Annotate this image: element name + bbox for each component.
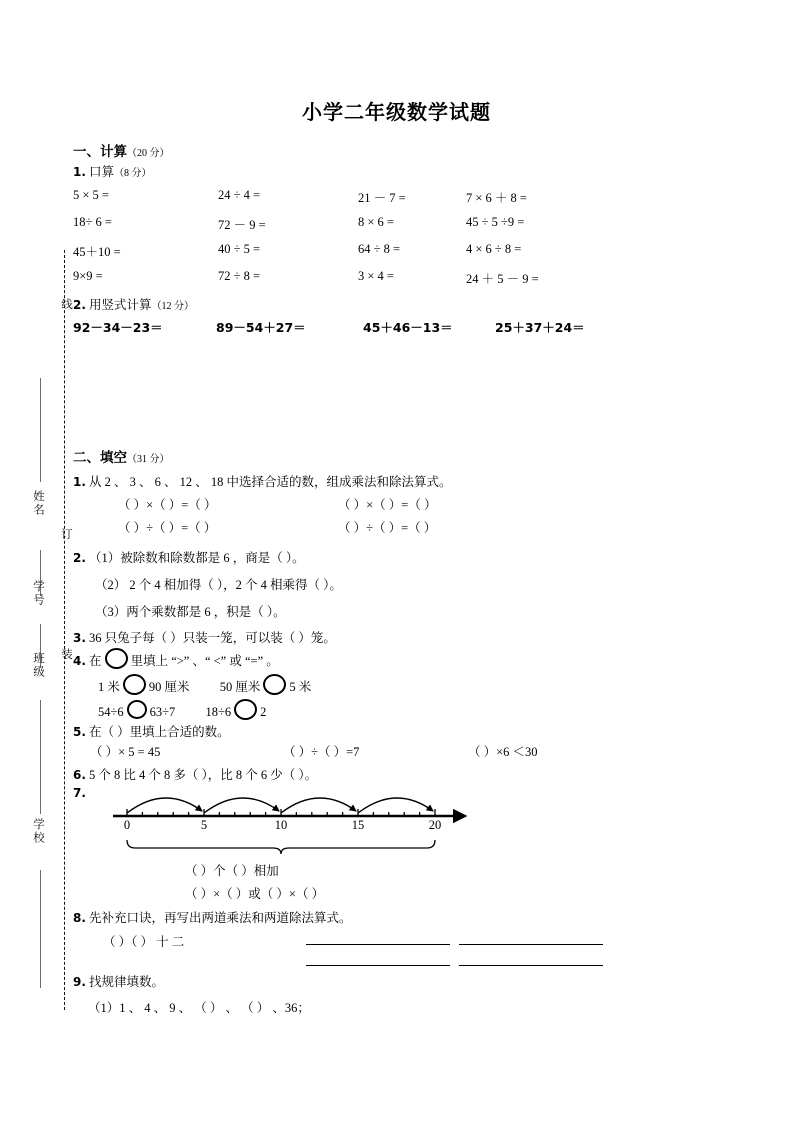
margin-rule-4 bbox=[40, 700, 41, 814]
answer-line[interactable] bbox=[306, 944, 450, 945]
fill-q5-item: （ ）× 5 = 45 bbox=[90, 745, 161, 759]
margin-rule-5 bbox=[40, 870, 41, 988]
oral-expr: 64 ÷ 8 = bbox=[358, 242, 401, 256]
fill-q1-number: 1. bbox=[73, 475, 86, 489]
oral-expr: 45＋10 = bbox=[73, 245, 121, 259]
fill-q9-number: 9. bbox=[73, 975, 86, 989]
oral-expr: 18÷ 6 = bbox=[73, 215, 112, 229]
section-one-points: （20 分） bbox=[127, 148, 170, 159]
oral-expr: 8 × 6 = bbox=[358, 215, 394, 229]
oral-expr: 7 × 6 ＋ 8 = bbox=[466, 191, 527, 205]
q2-heading bbox=[73, 295, 194, 313]
oral-expr: 9×9 = bbox=[73, 269, 103, 283]
oral-row-4 bbox=[73, 269, 713, 285]
fill-q2-sub3: （3）两个乘数都是 6 ，积是（ ）。 bbox=[95, 605, 286, 619]
binding-margin bbox=[18, 250, 78, 1010]
fill-q5-item: （ ）×6 ＜30 bbox=[468, 745, 538, 759]
compare-circle-icon[interactable] bbox=[105, 648, 128, 669]
oral-row-1 bbox=[73, 188, 713, 204]
margin-label-name: 姓名 bbox=[32, 490, 44, 517]
number-line-tick-labels bbox=[105, 818, 505, 836]
fill-q9-sub1: （1）1 、 4 、 9 、 （ ） 、 （ ） 、36； bbox=[88, 1001, 310, 1015]
compare-circle-icon[interactable] bbox=[263, 674, 286, 695]
margin-label-class: 班级 bbox=[32, 652, 44, 679]
tick-label: 0 bbox=[123, 818, 131, 832]
margin-label-line: 线 bbox=[60, 298, 72, 312]
fill-q7-caption1: （ ）个（ ）相加 bbox=[185, 864, 279, 878]
vertical-calc-row bbox=[73, 318, 713, 334]
q2-label: 用竖式计算 bbox=[89, 298, 152, 312]
oral-expr: 5 × 5 = bbox=[73, 188, 109, 202]
section-two-points: （31 分） bbox=[127, 454, 170, 465]
oral-expr: 4 × 6 ÷ 8 = bbox=[466, 242, 522, 256]
fill-q4-row1 bbox=[98, 674, 311, 695]
fill-q6 bbox=[73, 765, 317, 783]
fill-q1-line3-right: （ ）÷（ ）=（ ） bbox=[338, 521, 437, 535]
q2-number: 2. bbox=[73, 298, 86, 312]
q1-points: （8 分） bbox=[114, 168, 152, 179]
oral-expr: 40 ÷ 5 = bbox=[218, 242, 261, 256]
answer-line[interactable] bbox=[459, 965, 603, 966]
fill-q4-row2-a: 54÷6 bbox=[98, 705, 124, 719]
fill-q5-heading bbox=[73, 722, 230, 740]
fill-q4-text-a: 在 bbox=[89, 654, 102, 668]
margin-rule-1 bbox=[40, 378, 41, 482]
fill-q7-caption2: （ ）×（ ）或（ ）×（ ） bbox=[185, 887, 325, 901]
fill-q2-sub1-text: （1）被除数和除数都是 6 ，商是（ ）。 bbox=[89, 551, 305, 565]
fill-q8-mnemonic: （ ）（ ） 十 二 bbox=[103, 935, 185, 949]
q1-number: 1. bbox=[73, 165, 86, 179]
q2-points: （12 分） bbox=[151, 301, 195, 312]
compare-circle-icon[interactable] bbox=[234, 699, 257, 720]
answer-line[interactable] bbox=[306, 965, 450, 966]
fill-q6-number: 6. bbox=[73, 768, 86, 782]
fill-q9-heading bbox=[73, 972, 164, 990]
fill-q1-line2-right: （ ）×（ ）=（ ） bbox=[338, 498, 437, 512]
binding-dashed-line bbox=[64, 250, 65, 1010]
fill-q1-line3-left: （ ）÷（ ）=（ ） bbox=[118, 521, 217, 535]
fill-q1-body: 从 2 、 3 、 6 、 12 、 18 中选择合适的数，组成乘法和除法算式。 bbox=[89, 475, 452, 489]
fill-q3-text: 36 只兔子每（ ）只装一笼，可以装（ ）笼。 bbox=[89, 631, 336, 645]
margin-label-school: 学校 bbox=[32, 818, 44, 845]
oral-expr: 21 － 7 = bbox=[358, 191, 406, 205]
jump-arcs bbox=[127, 798, 433, 813]
oral-expr: 45 ÷ 5 ÷9 = bbox=[466, 215, 525, 229]
fill-q2-number: 2. bbox=[73, 551, 86, 565]
section-one-title: 一、计算 bbox=[73, 144, 127, 160]
span-brace bbox=[127, 840, 435, 854]
oral-row-2 bbox=[73, 215, 713, 231]
fill-q4-row2-c: 18÷6 bbox=[205, 705, 232, 719]
compare-circle-icon[interactable] bbox=[127, 700, 147, 719]
section-one-heading bbox=[73, 140, 170, 160]
fill-q8-text: 先补充口诀，再写出两道乘法和两道除法算式。 bbox=[89, 911, 352, 925]
section-two-heading bbox=[73, 446, 170, 466]
compare-circle-icon[interactable] bbox=[123, 674, 146, 695]
vertical-calc-expr: 25＋37＋24＝ bbox=[495, 320, 585, 335]
fill-q4-row1-c: 50 厘米 bbox=[219, 680, 261, 694]
fill-q1-line2-left: （ ）×（ ）=（ ） bbox=[118, 498, 217, 512]
vertical-calc-expr: 92－34－23＝ bbox=[73, 320, 163, 335]
fill-q2-sub1 bbox=[73, 548, 305, 566]
fill-q5-text: 在（ ）里填上合适的数。 bbox=[89, 725, 230, 739]
fill-q4-number: 4. bbox=[73, 654, 86, 668]
vertical-calc-expr: 89－54＋27＝ bbox=[216, 320, 306, 335]
oral-row-3 bbox=[73, 242, 713, 258]
q1-label: 口算 bbox=[89, 165, 115, 179]
answer-line[interactable] bbox=[459, 944, 603, 945]
fill-q5-items bbox=[90, 742, 730, 758]
fill-q8-number: 8. bbox=[73, 911, 86, 925]
fill-q6-text: 5 个 8 比 4 个 8 多（ ），比 8 个 6 少（ ）。 bbox=[89, 768, 318, 782]
oral-expr: 24 ＋ 5 － 9 = bbox=[466, 272, 539, 286]
fill-q1-text bbox=[73, 472, 452, 490]
fill-q5-item: （ ）÷（ ）=7 bbox=[283, 745, 360, 759]
tick-label: 5 bbox=[200, 818, 208, 832]
fill-q2-sub2: （2） 2 个 4 相加得（ ），2 个 4 相乘得（ ）。 bbox=[95, 578, 342, 592]
fill-q4-row2-b: 63÷7 bbox=[149, 705, 176, 719]
fill-q4-row2 bbox=[98, 699, 266, 720]
fill-q9-text: 找规律填数。 bbox=[89, 975, 165, 989]
fill-q3 bbox=[73, 628, 336, 646]
margin-label-bind: 订 bbox=[60, 528, 72, 542]
fill-q4-row2-d: 2 bbox=[260, 705, 267, 719]
page-title: 小学二年级数学试题 bbox=[302, 100, 491, 124]
tick-label: 15 bbox=[351, 818, 365, 832]
fill-q4-row1-a: 1 米 bbox=[98, 680, 120, 694]
tick-label: 10 bbox=[274, 818, 288, 832]
oral-expr: 3 × 4 = bbox=[358, 269, 394, 283]
margin-label-assemble: 装 bbox=[60, 648, 72, 662]
q1-heading bbox=[73, 162, 152, 180]
tick-label: 20 bbox=[428, 818, 442, 832]
oral-expr: 24 ÷ 4 = bbox=[218, 188, 261, 202]
oral-expr: 72 － 9 = bbox=[218, 218, 266, 232]
fill-q4-row1-b: 90 厘米 bbox=[148, 680, 190, 694]
margin-label-studentid: 学号 bbox=[32, 580, 44, 607]
oral-expr: 72 ÷ 8 = bbox=[218, 269, 261, 283]
fill-q4-heading bbox=[73, 648, 279, 669]
vertical-calc-expr: 45＋46－13＝ bbox=[363, 320, 453, 335]
fill-q4-text-b: 里填上 “>” 、“ <” 或 “=” 。 bbox=[130, 654, 279, 668]
fill-q4-row1-d: 5 米 bbox=[289, 680, 312, 694]
fill-q5-number: 5. bbox=[73, 725, 86, 739]
section-two-title: 二、填空 bbox=[73, 450, 127, 466]
fill-q7-num: 7. bbox=[73, 786, 86, 800]
fill-q8-heading bbox=[73, 908, 352, 926]
fill-q7-number bbox=[73, 786, 86, 801]
fill-q3-number: 3. bbox=[73, 631, 86, 645]
